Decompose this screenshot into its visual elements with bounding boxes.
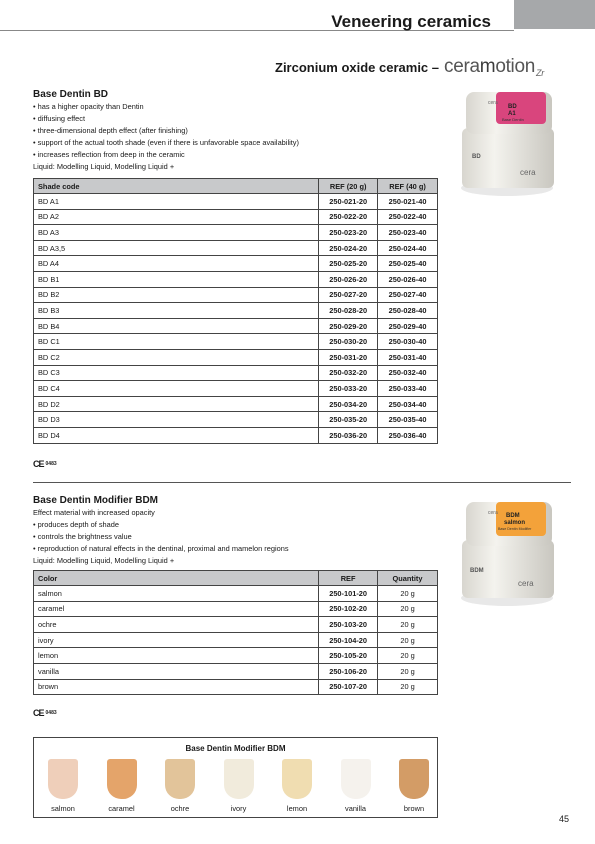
swatch-label: salmon bbox=[51, 804, 75, 813]
swatch-label: ochre bbox=[170, 804, 190, 813]
table-row bbox=[34, 632, 438, 648]
table-cell: 250-032-20 bbox=[319, 365, 378, 381]
table-row bbox=[34, 663, 438, 679]
table-row bbox=[34, 349, 438, 365]
table-cell: BD B2 bbox=[34, 287, 319, 303]
table-cell: 250-035-40 bbox=[378, 412, 438, 428]
section-divider bbox=[33, 482, 571, 483]
table-cell: 250-031-20 bbox=[319, 349, 378, 365]
table-cell: 250-033-20 bbox=[319, 381, 378, 397]
table-cell: vanilla bbox=[34, 663, 319, 679]
table-cell: 250-036-40 bbox=[378, 427, 438, 443]
table-row bbox=[34, 412, 438, 428]
table-cell: 250-025-20 bbox=[319, 256, 378, 272]
table-cell: 250-023-20 bbox=[319, 225, 378, 241]
table-row bbox=[34, 225, 438, 241]
table-cell: BD A3 bbox=[34, 225, 319, 241]
ce-mark-icon: CE bbox=[33, 459, 44, 469]
ce-number: 0483 bbox=[45, 710, 57, 716]
col-quantity: Quantity bbox=[378, 571, 438, 586]
swatch-salmon bbox=[48, 759, 78, 799]
table-cell: 250-024-20 bbox=[319, 240, 378, 256]
table-cell: BD B4 bbox=[34, 318, 319, 334]
table-cell: 250-103-20 bbox=[319, 617, 378, 633]
table-cell: 250-105-20 bbox=[319, 648, 378, 664]
table-cell: brown bbox=[34, 679, 319, 695]
description-line: Effect material with increased opacity bbox=[33, 508, 155, 517]
table-cell: BD C2 bbox=[34, 349, 319, 365]
bd-jar-image bbox=[452, 80, 560, 200]
description-line: • has a higher opacity than Dentin bbox=[33, 102, 144, 111]
col-ref-40g: REF (40 g) bbox=[378, 179, 438, 194]
ce-number: 0483 bbox=[45, 461, 57, 467]
table-cell: BD A3,5 bbox=[34, 240, 319, 256]
col-shade-code: Shade code bbox=[34, 179, 319, 194]
table-cell: BD C1 bbox=[34, 334, 319, 350]
table-cell: BD A1 bbox=[34, 194, 319, 210]
table-row bbox=[34, 256, 438, 272]
bd-title: Base Dentin BD bbox=[33, 89, 109, 100]
swatch-vanilla bbox=[341, 759, 371, 799]
table-row bbox=[34, 271, 438, 287]
table-cell: BD A4 bbox=[34, 256, 319, 272]
table-row bbox=[34, 318, 438, 334]
description-line: Liquid: Modelling Liquid, Modelling Liquid + bbox=[33, 556, 175, 566]
svg-text:cera: cera bbox=[488, 100, 498, 106]
table-cell: salmon bbox=[34, 586, 319, 602]
table-cell: 250-034-40 bbox=[378, 396, 438, 412]
table-cell: 250-022-20 bbox=[319, 209, 378, 225]
table-row bbox=[34, 586, 438, 602]
section-subtitle bbox=[275, 56, 544, 78]
swatch-brown bbox=[399, 759, 429, 799]
swatch-ivory bbox=[224, 759, 254, 799]
table-cell: 20 g bbox=[378, 632, 438, 648]
bdm-swatch-panel bbox=[33, 737, 438, 818]
table-cell: 250-030-40 bbox=[378, 334, 438, 350]
table-cell: BD C4 bbox=[34, 381, 319, 397]
table-row bbox=[34, 381, 438, 397]
table-cell: 20 g bbox=[378, 679, 438, 695]
table-cell: 20 g bbox=[378, 601, 438, 617]
table-cell: 250-033-40 bbox=[378, 381, 438, 397]
description-line: • increases reflection from deep in the ceramic bbox=[33, 150, 185, 160]
table-cell: 20 g bbox=[378, 648, 438, 664]
subtitle-text: Zirconium oxide ceramic – bbox=[275, 60, 440, 75]
col-ref: REF bbox=[319, 571, 378, 586]
description-line: • three-dimensional depth effect (after finishing) bbox=[33, 126, 188, 136]
swatch-lemon bbox=[282, 759, 312, 799]
svg-text:Base Dentin Modifier: Base Dentin Modifier bbox=[498, 527, 532, 531]
table-cell: 250-027-20 bbox=[319, 287, 378, 303]
table-row bbox=[34, 287, 438, 303]
col-ref-20g: REF (20 g) bbox=[319, 179, 378, 194]
table-cell: 250-027-40 bbox=[378, 287, 438, 303]
page-number: 45 bbox=[559, 814, 570, 824]
description-line: • support of the actual tooth shade (even if there is unfavorable space availability) bbox=[33, 138, 299, 148]
svg-text:A1: A1 bbox=[508, 111, 516, 117]
table-cell: 250-104-20 bbox=[319, 632, 378, 648]
table-cell: 250-026-40 bbox=[378, 271, 438, 287]
table-row bbox=[34, 396, 438, 412]
table-row bbox=[34, 240, 438, 256]
description-line: • reproduction of natural effects in the dentinal, proximal and mamelon regions bbox=[33, 544, 289, 554]
bd-description bbox=[33, 101, 299, 174]
table-cell: 250-035-20 bbox=[319, 412, 378, 428]
description-line: • diffusing effect bbox=[33, 114, 86, 124]
table-cell: 250-031-40 bbox=[378, 349, 438, 365]
table-cell: 250-036-20 bbox=[319, 427, 378, 443]
table-cell: BD B3 bbox=[34, 303, 319, 319]
bd-ce-mark bbox=[33, 459, 57, 469]
header-grey-block bbox=[514, 0, 595, 29]
table-cell: BD D2 bbox=[34, 396, 319, 412]
table-cell: caramel bbox=[34, 601, 319, 617]
table-row bbox=[34, 601, 438, 617]
table-cell: BD B1 bbox=[34, 271, 319, 287]
swatch-label: lemon bbox=[286, 804, 308, 813]
table-row bbox=[34, 617, 438, 633]
table-cell: 250-032-40 bbox=[378, 365, 438, 381]
table-cell: 250-101-20 bbox=[319, 586, 378, 602]
swatch-ochre bbox=[165, 759, 195, 799]
bdm-title: Base Dentin Modifier BDM bbox=[33, 495, 159, 506]
table-row bbox=[34, 303, 438, 319]
svg-text:BD: BD bbox=[472, 154, 481, 160]
bdm-ce-mark bbox=[33, 708, 57, 718]
table-cell: 20 g bbox=[378, 663, 438, 679]
swatch-label: brown bbox=[403, 804, 425, 813]
table-cell: 250-107-20 bbox=[319, 679, 378, 695]
table-row bbox=[34, 334, 438, 350]
bdm-jar-image bbox=[452, 490, 560, 610]
table-cell: 250-102-20 bbox=[319, 601, 378, 617]
svg-text:salmon: salmon bbox=[504, 520, 526, 526]
table-cell: 250-021-40 bbox=[378, 194, 438, 210]
table-row bbox=[34, 194, 438, 210]
table-cell: 250-024-40 bbox=[378, 240, 438, 256]
table-cell: 250-021-20 bbox=[319, 194, 378, 210]
table-cell: ivory bbox=[34, 632, 319, 648]
table-cell: 20 g bbox=[378, 586, 438, 602]
table-cell: lemon bbox=[34, 648, 319, 664]
table-cell: 250-029-40 bbox=[378, 318, 438, 334]
table-row bbox=[34, 365, 438, 381]
bdm-table bbox=[33, 570, 438, 695]
swatch-caramel bbox=[107, 759, 137, 799]
swatch-label: vanilla bbox=[345, 804, 366, 813]
table-cell: BD D3 bbox=[34, 412, 319, 428]
ce-mark-icon: CE bbox=[33, 708, 44, 718]
table-cell: 250-028-20 bbox=[319, 303, 378, 319]
swatch-label: ivory bbox=[230, 804, 247, 813]
table-row bbox=[34, 648, 438, 664]
table-cell: 250-034-20 bbox=[319, 396, 378, 412]
col-color: Color bbox=[34, 571, 319, 586]
bdm-description bbox=[33, 507, 289, 567]
page-title: Veneering ceramics bbox=[331, 12, 491, 31]
ceramotion-logo: ceramotion$_{Zr}$ bbox=[444, 56, 544, 78]
bd-table bbox=[33, 178, 438, 444]
svg-text:cera: cera bbox=[520, 168, 536, 177]
table-cell: 250-029-20 bbox=[319, 318, 378, 334]
table-cell: 20 g bbox=[378, 617, 438, 633]
table-cell: 250-023-40 bbox=[378, 225, 438, 241]
description-line: • produces depth of shade bbox=[33, 520, 119, 530]
table-cell: BD C3 bbox=[34, 365, 319, 381]
table-cell: BD D4 bbox=[34, 427, 319, 443]
swatch-panel-title: Base Dentin Modifier BDM bbox=[185, 744, 286, 753]
description-line: Liquid: Modelling Liquid, Modelling Liquid + bbox=[33, 162, 175, 172]
svg-text:Base Dentin: Base Dentin bbox=[502, 117, 524, 122]
svg-text:BDM: BDM bbox=[506, 513, 520, 519]
svg-text:cera: cera bbox=[518, 579, 534, 588]
table-cell: 250-030-20 bbox=[319, 334, 378, 350]
swatch-label: caramel bbox=[108, 804, 135, 813]
table-cell: ochre bbox=[34, 617, 319, 633]
table-row bbox=[34, 209, 438, 225]
table-cell: BD A2 bbox=[34, 209, 319, 225]
description-line: • controls the brightness value bbox=[33, 532, 132, 542]
table-cell: 250-028-40 bbox=[378, 303, 438, 319]
svg-text:BDM: BDM bbox=[470, 568, 484, 574]
svg-text:cera: cera bbox=[488, 510, 498, 516]
table-cell: 250-022-40 bbox=[378, 209, 438, 225]
table-row bbox=[34, 427, 438, 443]
table-row bbox=[34, 679, 438, 695]
table-cell: 250-026-20 bbox=[319, 271, 378, 287]
table-cell: 250-025-40 bbox=[378, 256, 438, 272]
svg-text:BD: BD bbox=[508, 104, 517, 110]
table-cell: 250-106-20 bbox=[319, 663, 378, 679]
